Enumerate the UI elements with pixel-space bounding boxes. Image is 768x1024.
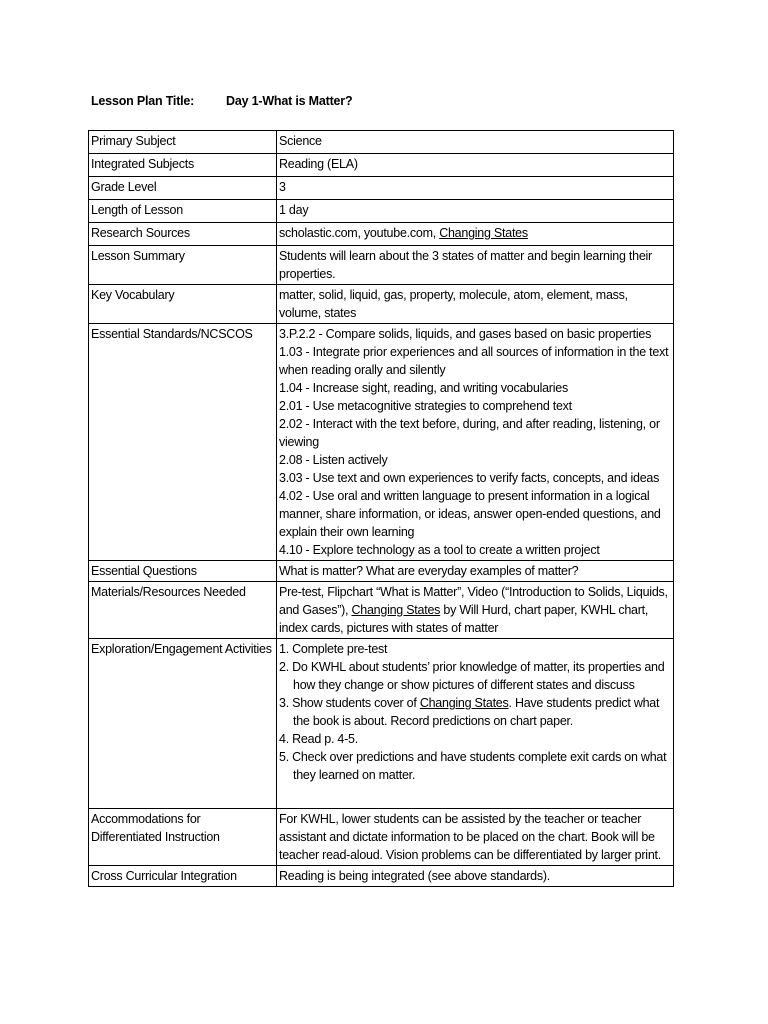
row-value: Reading is being integrated (see above standards).: [277, 866, 674, 887]
activity-text: . Have students predict what the book is about. Record predictions on chart paper.: [293, 696, 660, 728]
row-key: Primary Subject: [89, 131, 277, 154]
title-label: Lesson Plan Title:: [91, 94, 195, 108]
row-value: Reading (ELA): [277, 154, 674, 177]
activity-item: 4. Read p. 4-5.: [279, 732, 358, 746]
lesson-plan-table: [88, 130, 674, 887]
table-row: [89, 809, 674, 866]
standard-item: 1.03 - Integrate prior experiences and all sources of information in the text when reading orally and silently: [279, 345, 669, 377]
activity-item: 1. Complete pre-test: [279, 642, 388, 656]
table-row: [89, 200, 674, 223]
table-row: [89, 177, 674, 200]
row-key: Essential Standards/NCSCOS: [89, 324, 277, 561]
standard-item: 2.02 - Interact with the text before, during, and after reading, listening, or viewing: [279, 417, 660, 449]
standard-item: 4.10 - Explore technology as a tool to create a written project: [279, 543, 600, 557]
row-key: Accommodations for Differentiated Instruction: [89, 809, 277, 866]
lesson-plan-title: [91, 94, 352, 108]
row-value: 3: [277, 177, 674, 200]
table-row: [89, 154, 674, 177]
table-row: [89, 324, 674, 561]
standard-item: 2.08 - Listen actively: [279, 453, 388, 467]
row-value: [277, 223, 674, 246]
table-row: [89, 246, 674, 285]
standard-item: 4.02 - Use oral and written language to present information in a logical manner, share information, or ideas, answer open-ended questions, and explain their own learning: [279, 489, 661, 539]
activity-text: 3. Show students cover of: [279, 696, 420, 710]
row-key: Research Sources: [89, 223, 277, 246]
row-value: Science: [277, 131, 674, 154]
table-row: [89, 582, 674, 639]
row-key: Exploration/Engagement Activities: [89, 639, 277, 809]
activity-item: 5. Check over predictions and have students complete exit cards on what they learned on matter.: [279, 750, 667, 782]
table-row: [89, 866, 674, 887]
activity-item: [279, 694, 671, 730]
changing-states-link[interactable]: Changing States: [351, 603, 441, 617]
standard-item: 2.01 - Use metacognitive strategies to comprehend text: [279, 399, 572, 413]
row-key: Essential Questions: [89, 561, 277, 582]
title-value: Day 1-What is Matter?: [226, 94, 353, 108]
research-sources-text: scholastic.com, youtube.com,: [279, 226, 440, 240]
table-row: [89, 131, 674, 154]
changing-states-link[interactable]: Changing States: [419, 696, 509, 710]
materials-text: by Will Hurd, chart paper, KWHL chart, index cards, pictures with states of matter: [279, 603, 649, 635]
row-key: Materials/Resources Needed: [89, 582, 277, 639]
row-value: 1 day: [277, 200, 674, 223]
row-value: For KWHL, lower students can be assisted by the teacher or teacher assistant and dictate information to be placed on the chart. Book will be teacher read-aloud. Vision problems can be differentiated by larger print.: [277, 809, 674, 866]
table-row: [89, 639, 674, 809]
row-value: Students will learn about the 3 states of matter and begin learning their properties.: [277, 246, 674, 285]
changing-states-link[interactable]: Changing States: [439, 226, 528, 240]
row-key: Cross Curricular Integration: [89, 866, 277, 887]
table-row: [89, 223, 674, 246]
row-value: What is matter? What are everyday examples of matter?: [277, 561, 674, 582]
row-key: Integrated Subjects: [89, 154, 277, 177]
table-row: [89, 285, 674, 324]
row-key: Key Vocabulary: [89, 285, 277, 324]
activities-list: [277, 639, 674, 809]
row-key: Grade Level: [89, 177, 277, 200]
activity-item: 2. Do KWHL about students’ prior knowledge of matter, its properties and how they change or show pictures of different states and discuss: [279, 660, 665, 692]
materials-text: Pre-test, Flipchart “What is Matter”, Video (“Introduction to Solids, Liquids, and Gases”),: [279, 585, 668, 617]
row-key: Lesson Summary: [89, 246, 277, 285]
standards-list: [277, 324, 674, 561]
standard-item: 1.04 - Increase sight, reading, and writing vocabularies: [279, 381, 568, 395]
row-value: matter, solid, liquid, gas, property, molecule, atom, element, mass, volume, states: [277, 285, 674, 324]
table-row: [89, 561, 674, 582]
standard-item: 3.03 - Use text and own experiences to verify facts, concepts, and ideas: [279, 471, 660, 485]
standard-item: 3.P.2.2 - Compare solids, liquids, and gases based on basic properties: [279, 327, 652, 341]
row-key: Length of Lesson: [89, 200, 277, 223]
row-value: [277, 582, 674, 639]
